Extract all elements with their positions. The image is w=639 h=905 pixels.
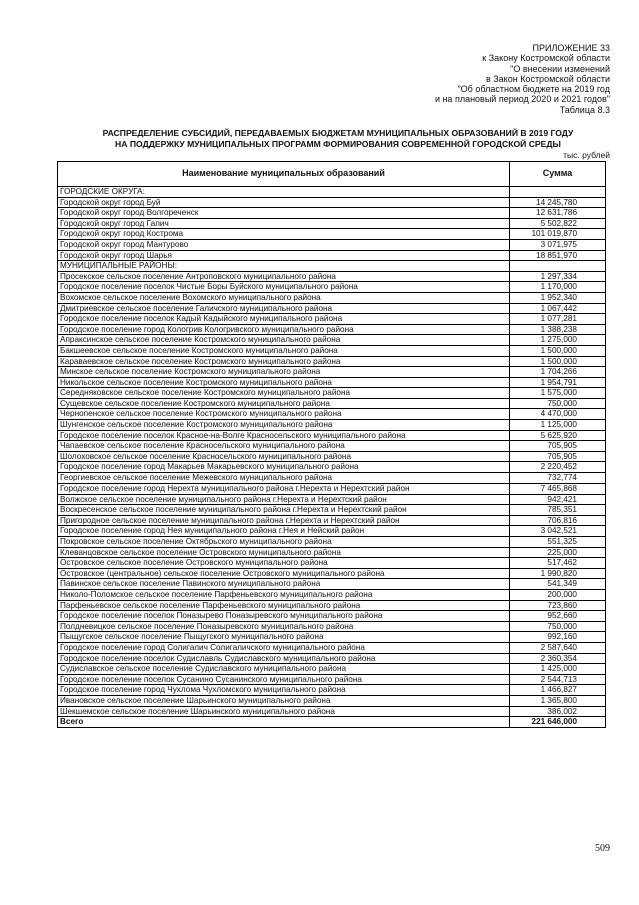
- table-row: [58, 356, 606, 367]
- document-title-line: РАСПРЕДЕЛЕНИЕ СУБСИДИЙ, ПЕРЕДАВАЕМЫХ БЮДЖЕТАМ МУНИЦИПАЛЬНЫХ ОБРАЗОВАНИЙ В 2019 ГОДУ: [102, 128, 574, 138]
- table-group-row: [58, 187, 606, 198]
- table-row: [58, 441, 606, 452]
- municipality-name: Чапаевское сельское поселение Красносельского муниципального района: [58, 441, 510, 452]
- table-number: Таблица 8.3: [559, 104, 610, 115]
- municipality-name: Парфеньевское сельское поселение Парфеньевского муниципального района: [58, 600, 510, 611]
- subsidy-sum: 1 990,820: [510, 568, 606, 579]
- appendix-header-line: ПРИЛОЖЕНИЕ 33: [532, 43, 610, 53]
- subsidy-sum: 705,905: [510, 441, 606, 452]
- municipality-name: Караваевское сельское поселение Костромского муниципального района: [58, 356, 510, 367]
- municipality-name: Островское (центральное) сельское поселение Островского муниципального района: [58, 568, 510, 579]
- subsidy-sum: 386,002: [510, 706, 606, 717]
- subsidy-sum: 1 388,238: [510, 324, 606, 335]
- municipality-name: Шунгенское сельское поселение Костромского муниципального района: [58, 420, 510, 431]
- table-row: [58, 621, 606, 632]
- subsidy-sum: 1 365,800: [510, 695, 606, 706]
- table-row: [58, 303, 606, 314]
- municipality-name: Просекское сельское поселение Антроповского муниципального района: [58, 271, 510, 282]
- municipality-name: Городское поселение город Чухлома Чухломского муниципального района: [58, 685, 510, 696]
- table-total-row: [58, 717, 606, 728]
- document-title: [58, 128, 618, 149]
- subsidy-sum: 1 125,000: [510, 420, 606, 431]
- municipality-name: Городское поселение поселок Красное-на-Волге Красносельского муниципального района: [58, 430, 510, 441]
- appendix-header-line: к Закону Костромской области: [482, 53, 610, 64]
- subsidy-sum: 1 952,340: [510, 292, 606, 303]
- municipality-name: Городское поселение город Макарьев Макарьевского муниципального района: [58, 462, 510, 473]
- subsidy-sum: 723,860: [510, 600, 606, 611]
- municipality-name: Пригородное сельское поселение муниципального района г.Нерехта и Нерехтский район: [58, 515, 510, 526]
- municipality-name: Островское сельское поселение Островского муниципального района: [58, 558, 510, 569]
- municipality-name: Ивановское сельское поселение Шарьинского муниципального района: [58, 695, 510, 706]
- table-row: [58, 473, 606, 484]
- municipality-name: Покровское сельское поселение Октябрьского муниципального района: [58, 537, 510, 548]
- subsidy-sum: 1 466,827: [510, 685, 606, 696]
- subsidy-sum: 18 851,970: [510, 250, 606, 261]
- table-row: [58, 537, 606, 548]
- subsidy-sum: 1 500,000: [510, 345, 606, 356]
- subsidy-sum: 1 704,266: [510, 367, 606, 378]
- table-row: [58, 430, 606, 441]
- municipality-name: Городской округ город Мантурово: [58, 239, 510, 250]
- subsidy-sum: 942,421: [510, 494, 606, 505]
- municipality-name: Никольское сельское поселение Костромского муниципального района: [58, 377, 510, 388]
- table-row: [58, 515, 606, 526]
- table-row: [58, 685, 606, 696]
- subsidy-sum: 225,000: [510, 547, 606, 558]
- municipality-name: Шекшемское сельское поселение Шарьинского муниципального района: [58, 706, 510, 717]
- subsidy-sum: 750,000: [510, 398, 606, 409]
- subsidy-sum: 1 575,000: [510, 388, 606, 399]
- total-label: Всего: [58, 717, 510, 728]
- municipality-name: Вохомское сельское поселение Вохомского муниципального района: [58, 292, 510, 303]
- subsidy-sum: 2 360,354: [510, 653, 606, 664]
- subsidy-sum: 4 470,000: [510, 409, 606, 420]
- subsidy-sum: [510, 187, 606, 198]
- table-row: [58, 239, 606, 250]
- subsidy-sum: 7 465,868: [510, 483, 606, 494]
- table-row: [58, 345, 606, 356]
- document-title-line: НА ПОДДЕРЖКУ МУНИЦИПАЛЬНЫХ ПРОГРАММ ФОРМИРОВАНИЯ СОВРЕМЕННОЙ ГОРОДСКОЙ СРЕДЫ: [115, 138, 561, 149]
- subsidy-sum: 3 042,521: [510, 526, 606, 537]
- municipality-name: Городской округ город Шарья: [58, 250, 510, 261]
- appendix-header: [435, 43, 610, 115]
- table-row: [58, 367, 606, 378]
- municipality-name: ГОРОДСКИЕ ОКРУГА:: [58, 187, 510, 198]
- municipality-name: Георгиевское сельское поселение Межевского муниципального района: [58, 473, 510, 484]
- table-row: [58, 611, 606, 622]
- subsidy-sum: 2 587,640: [510, 642, 606, 653]
- municipality-name: Середняковское сельское поселение Костромского муниципального района: [58, 388, 510, 399]
- municipality-name: Городское поселение поселок Чистые Боры Буйского муниципального района: [58, 282, 510, 293]
- municipality-name: Николо-Поломское сельское поселение Парфеньевского муниципального района: [58, 589, 510, 600]
- appendix-header-line: "Об областном бюджете на 2019 год: [457, 84, 610, 95]
- subsidy-sum: 785,351: [510, 505, 606, 516]
- municipality-name: Павинское сельское поселение Павинского муниципального района: [58, 579, 510, 590]
- column-header-name: Наименование муниципальных образований: [58, 162, 510, 187]
- subsidy-sum: 3 071,975: [510, 239, 606, 250]
- table-row: [58, 600, 606, 611]
- municipality-name: Бакшеевское сельское поселение Костромского муниципального района: [58, 345, 510, 356]
- table-row: [58, 674, 606, 685]
- table-row: [58, 314, 606, 325]
- table-row: [58, 208, 606, 219]
- subsidy-sum: 551,325: [510, 537, 606, 548]
- subsidy-sum: 1 170,000: [510, 282, 606, 293]
- municipality-name: Шолоховское сельское поселение Красносельского муниципального района: [58, 451, 510, 462]
- municipality-name: Городское поселение поселок Судиславль Судиславского муниципального района: [58, 653, 510, 664]
- table-row: [58, 558, 606, 569]
- municipality-name: Городское поселение город Солигалич Солигаличского муниципального района: [58, 642, 510, 653]
- table-row: [58, 653, 606, 664]
- table-row: [58, 579, 606, 590]
- municipality-name: Городской округ город Галич: [58, 218, 510, 229]
- subsidy-sum: 706,816: [510, 515, 606, 526]
- subsidy-sum: 541,349: [510, 579, 606, 590]
- subsidy-sum: 200,000: [510, 589, 606, 600]
- municipality-name: Городское поселение город Нерехта муниципального района г.Нерехта и Нерехтский район: [58, 483, 510, 494]
- subsidy-sum: 750,000: [510, 621, 606, 632]
- table-row: [58, 526, 606, 537]
- table-row: [58, 398, 606, 409]
- table-body: [58, 187, 606, 728]
- subsidy-sum: 1 077,281: [510, 314, 606, 325]
- table-row: [58, 409, 606, 420]
- table-row: [58, 632, 606, 643]
- municipality-name: Городской округ город Кострома: [58, 229, 510, 240]
- subsidy-sum: 705,905: [510, 451, 606, 462]
- table-row: [58, 695, 606, 706]
- subsidy-sum: 952,660: [510, 611, 606, 622]
- table-row: [58, 462, 606, 473]
- table-row: [58, 250, 606, 261]
- municipality-name: Городское поселение поселок Поназырево Поназыревского муниципального района: [58, 611, 510, 622]
- municipality-name: Дмитриевское сельское поселение Галичского муниципального района: [58, 303, 510, 314]
- municipality-name: Полдневицкое сельское поселение Поназыревского муниципального района: [58, 621, 510, 632]
- subsidy-sum: 732,774: [510, 473, 606, 484]
- page-number: 509: [595, 843, 610, 854]
- table-row: [58, 494, 606, 505]
- table-row: [58, 282, 606, 293]
- table-row: [58, 568, 606, 579]
- table-row: [58, 335, 606, 346]
- subsidy-sum: 5 625,920: [510, 430, 606, 441]
- subsidy-sum: 14 245,780: [510, 197, 606, 208]
- table-row: [58, 589, 606, 600]
- units-label: тыс. рублей: [563, 150, 610, 160]
- subsidy-sum: 1 500,000: [510, 356, 606, 367]
- subsidy-sum: [510, 261, 606, 272]
- municipality-name: Сущевское сельское поселение Костромского муниципального района: [58, 398, 510, 409]
- table-row: [58, 505, 606, 516]
- table-row: [58, 271, 606, 282]
- table-row: [58, 292, 606, 303]
- municipality-name: МУНИЦИПАЛЬНЫЕ РАЙОНЫ:: [58, 261, 510, 272]
- table-row: [58, 324, 606, 335]
- subsidy-sum: 1 297,334: [510, 271, 606, 282]
- municipality-name: Городское поселение город Нея муниципального района г.Нея и Нейский район: [58, 526, 510, 537]
- table-row: [58, 229, 606, 240]
- total-sum: 221 646,000: [510, 717, 606, 728]
- subsidy-sum: 101 019,870: [510, 229, 606, 240]
- municipality-name: Пыщугское сельское поселение Пыщугского муниципального района: [58, 632, 510, 643]
- appendix-header-line: в Закон Костромской области: [485, 73, 610, 84]
- municipality-name: Судиславское сельское поселение Судиславского муниципального района: [58, 664, 510, 675]
- table-row: [58, 451, 606, 462]
- municipality-name: Городское поселение город Кологрив Кологривского муниципального района: [58, 324, 510, 335]
- table-group-row: [58, 261, 606, 272]
- appendix-header-line: "О внесении изменений: [510, 63, 610, 74]
- municipality-name: Городской округ город Буй: [58, 197, 510, 208]
- municipality-name: Городское поселение поселок Сусанино Сусанинского муниципального района: [58, 674, 510, 685]
- subsidy-sum: 1 275,000: [510, 335, 606, 346]
- subsidy-sum: 2 220,452: [510, 462, 606, 473]
- table-row: [58, 483, 606, 494]
- subsidy-sum: 1 954,791: [510, 377, 606, 388]
- subsidy-sum: 992,160: [510, 632, 606, 643]
- municipality-name: Апраксинское сельское поселение Костромского муниципального района: [58, 335, 510, 346]
- subsidy-table: [57, 161, 606, 728]
- municipality-name: Волжское сельское поселение муниципального района г.Нерехта и Нерехтский район: [58, 494, 510, 505]
- subsidy-sum: 5 502,822: [510, 218, 606, 229]
- subsidy-sum: 1 425,000: [510, 664, 606, 675]
- table-row: [58, 420, 606, 431]
- table-row: [58, 664, 606, 675]
- column-header-sum: Сумма: [510, 162, 606, 187]
- subsidy-sum: 2 544,713: [510, 674, 606, 685]
- table-row: [58, 197, 606, 208]
- municipality-name: Городской округ город Волгореченск: [58, 208, 510, 219]
- municipality-name: Чернопенское сельское поселение Костромского муниципального района: [58, 409, 510, 420]
- table-row: [58, 642, 606, 653]
- appendix-header-line: и на плановый период 2020 и 2021 годов": [434, 94, 610, 105]
- table-row: [58, 377, 606, 388]
- table-row: [58, 218, 606, 229]
- municipality-name: Клеванцовское сельское поселение Островского муниципального района: [58, 547, 510, 558]
- subsidy-sum: 517,462: [510, 558, 606, 569]
- table-row: [58, 706, 606, 717]
- table-header-row: [58, 162, 606, 187]
- subsidy-sum: 1 067,442: [510, 303, 606, 314]
- subsidy-sum: 12 631,786: [510, 208, 606, 219]
- municipality-name: Воскресенское сельское поселение муниципального района г.Нерехта и Нерехтский район: [58, 505, 510, 516]
- table-row: [58, 547, 606, 558]
- municipality-name: Городское поселение поселок Кадый Кадыйского муниципального района: [58, 314, 510, 325]
- table-row: [58, 388, 606, 399]
- municipality-name: Минское сельское поселение Костромского муниципального района: [58, 367, 510, 378]
